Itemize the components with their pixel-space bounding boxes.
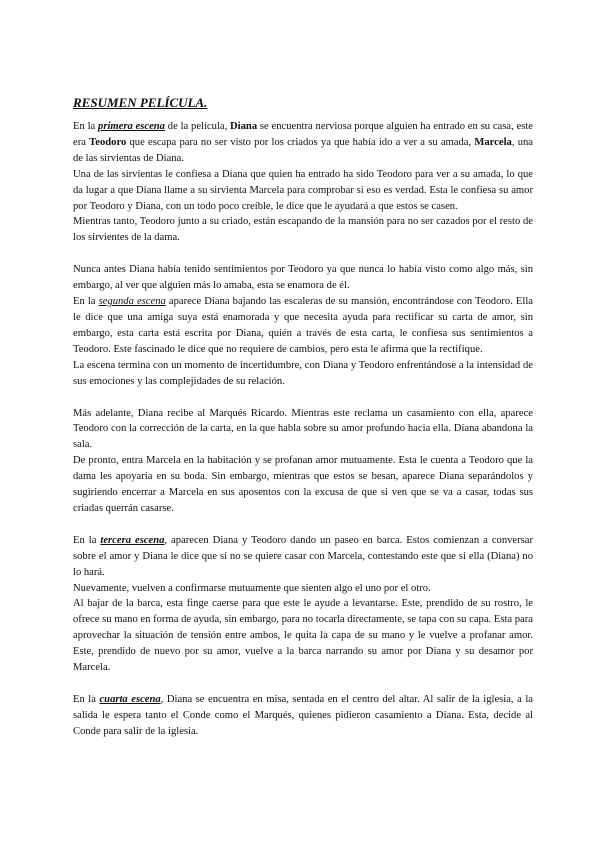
text: En la [73, 534, 101, 546]
name-diana: Diana [230, 121, 258, 132]
text: En la [73, 296, 99, 308]
text: , aparecen Diana y Teodoro dando un paseo en barca. Estos comienzan a conversar sobre el amor y Diana le dice que si no se quiere casar con Marcela, contestando este que si ella (Diana) no lo hará. [73, 534, 533, 578]
paragraph [73, 533, 533, 581]
text: se encuentra nerviosa porque alguien ha entrado en su casa, este era [73, 121, 533, 148]
paragraph: Una de las sirvientas le confiesa a Diana que quien ha entrado ha sido Teodoro para ver a su amada, lo que da lugar a que Diana llame a su sirvienta Marcela para comprobar si eso es verdad. Esta le confiesa su amor por Teodoro y Diana, con un todo poco creíble, le dice que le ayudará a que estos se casen. [73, 168, 533, 212]
paragraph: Nuevamente, vuelven a confirmarse mutuamente que sienten algo el uno por el otro. [73, 582, 431, 594]
text: aparece Diana bajando las escaleras de su mansión, encontrándose con Teodoro. Ella le dice que una amiga suya está enamorada y que necesita ayuda para rectificar su carta de amor, sin embargo, esta carta está escrita por Diana, quién a través de esta carta, le confiesa sus sentimientos a Teodoro. Este fascinado le dice que no requiere de cambios, pero esta le afirma que la rectifique. [73, 296, 533, 355]
paragraph: Mientras tanto, Teodoro junto a su criado, están escapando de la mansión para no ser cazados por el resto de los sirvientes de la dama. [73, 216, 533, 244]
scene-label-tercera: tercera escena [100, 534, 165, 546]
text: , Diana se encuentra en misa, sentada en el centro del altar. Al salir de la iglesia, a la salida le espera tanto el Conde como el Marqués, quienes pidieron casamiento a Diana. Esta, decide al Conde para salir de la iglesia. [73, 694, 533, 737]
scene-label-segunda: segunda escena [98, 296, 166, 308]
paragraph-gap [73, 517, 533, 533]
name-marcela: Marcela [474, 136, 512, 148]
document-title: RESUMEN PELÍCULA. [73, 95, 208, 110]
paragraph-gap [73, 390, 533, 406]
scene-label-cuarta: cuarta escena [99, 694, 161, 705]
paragraph-gap [73, 676, 533, 692]
paragraph [73, 294, 533, 358]
text: , una de las sirvientas de Diana. [73, 136, 533, 164]
paragraph: Al bajar de la barca, esta finge caerse para que este le ayude a levantarse. Este, prendido de su rostro, le ofrece su mano en forma de ayuda, sin embargo, para no tocarla directamente, se tapa con su capa. Esta para aprovechar la situación de tensión entre ambos, le quita la capa de su mano y le vuelve a profanar amor. Este, prendido de nuevo por su amor, vuelve a la barca narrando su amor por Diana y su desamor por Marcela. [73, 598, 533, 674]
text: En la [73, 694, 100, 705]
document-page [73, 94, 533, 740]
paragraph [73, 692, 533, 740]
paragraph: De pronto, entra Marcela en la habitación y se profanan amor mutuamente. Esta le cuenta a Teodoro que la dama les apoyaría en su boda. Sin embargo, mientras que estos se besan, aparece Diana separándolos y sugiriendo encerrar a Marcela en sus aposentos con la excusa de que si ven que se va a casar, todas sus criadas querrán casarse. [73, 455, 533, 514]
paragraph: Más adelante, Diana recibe al Marqués Ricardo. Mientras este reclama un casamiento con ella, aparece Teodoro con la corrección de la carta, en la que habla sobre su amor profundo hacia ella. Diana abandona la sala. [73, 407, 533, 451]
paragraph: Nunca antes Diana había tenido sentimientos por Teodoro ya que nunca lo había visto como algo más, sin embargo, al ver que alguien más lo amaba, esta se enamora de él. [73, 264, 533, 292]
text: de la película, [164, 121, 231, 132]
text: En la [73, 121, 99, 132]
scene-label-primera: primera escena [98, 121, 165, 132]
paragraph-gap [73, 246, 533, 262]
paragraph: La escena termina con un momento de incertidumbre, con Diana y Teodoro enfrentándose a la intensidad de sus emociones y las complejidades de su relación. [73, 359, 533, 387]
text: que escapa para no ser visto por los criados ya que había ido a ver a su amada, [126, 136, 475, 148]
paragraph [73, 119, 533, 167]
name-teodoro: Teodoro [89, 136, 127, 148]
